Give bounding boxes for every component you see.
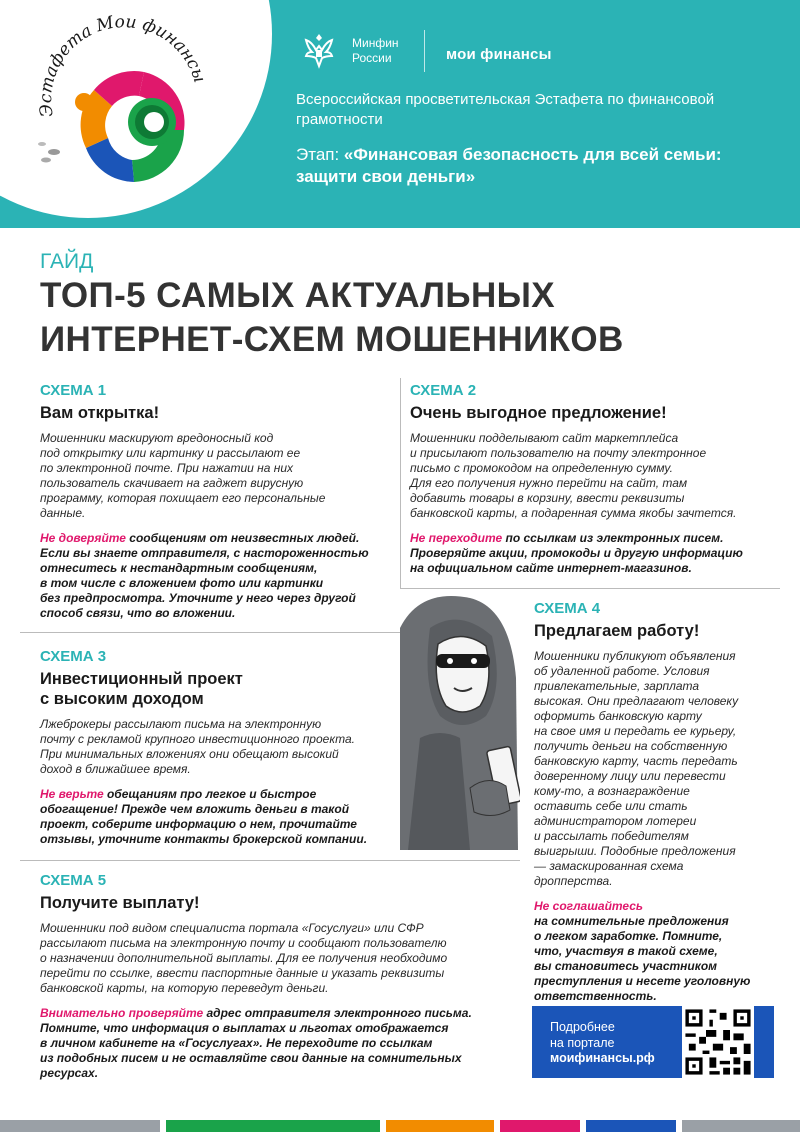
scheme-description: Мошенники маскируют вредоносный код под открытку или картинку и рассылают ее по электронной почте. При нажатии на них пользователь скачивает на гаджет вирусную программу, которая похищает его персональные данные. xyxy=(40,431,326,520)
scheme-warning xyxy=(40,787,392,847)
estafeta-logo xyxy=(14,10,228,210)
stage-title xyxy=(296,144,756,188)
stage-name: «Финансовая безопасность для всей семьи: защити свои деньги» xyxy=(296,145,722,186)
page-title: ТОП-5 САМЫХ АКТУАЛЬНЫХ ИНТЕРНЕТ-СХЕМ МОШЕННИКОВ xyxy=(40,276,624,359)
scheme-4 xyxy=(534,600,784,1004)
column-divider xyxy=(400,378,401,588)
svg-text:Эстафета Мои финансы: Эстафета Мои финансы xyxy=(36,12,210,119)
scheme-label: СХЕМА 1 xyxy=(40,382,107,399)
scheme-heading: Очень выгодное предложение! xyxy=(410,404,667,422)
header-divider xyxy=(424,30,425,72)
warning-text: адрес отправителя электронного письма. Помните, что информация о выплатах и льготах отображается в личном кабинете на «Госуслугах». Не переходите по ссылкам из подобных писем и не оставляйте свои данные на сомнительных ресурсах. xyxy=(40,1006,472,1080)
bottom-stripe-blue xyxy=(586,1120,676,1132)
divider-scheme1 xyxy=(20,632,400,633)
scheme-description: Лжеброкеры рассылают письма на электронную почту с рекламой крупного инвестиционного проекта. При минимальных вложениях они обещают высокий доход в ближайшее время. xyxy=(40,717,355,776)
minfin-logo xyxy=(296,28,412,74)
portal-promo[interactable] xyxy=(532,1006,774,1078)
scheme-1 xyxy=(40,382,392,621)
minfin-line2: России xyxy=(352,51,392,65)
scheme-heading: Предлагаем работу! xyxy=(534,622,700,640)
scheme-3 xyxy=(40,648,392,847)
scheme-label: СХЕМА 4 xyxy=(534,600,601,617)
scheme-2 xyxy=(410,382,780,576)
scheme-description: Мошенники под видом специалиста портала «Госуслуги» или СФР рассылают письма на электронную почту и сообщают пользователю о назначении дополнительной выплаты. Для ее получения необходимо перейти по ссылке, ввести паспортные данные и указать реквизиты банковской карты, на которую переведут деньги. xyxy=(40,921,448,995)
scheme-heading: Вам открытка! xyxy=(40,404,160,422)
bottom-stripe-gray-2 xyxy=(682,1120,800,1132)
scheme-label: СХЕМА 3 xyxy=(40,648,107,665)
warning-text: сообщениям от неизвестных людей. Если вы знаете отправителя, с настороженностью отнеситесь к нестандартным сообщениям, в том числе с вложением фото или картинки без предпросмотра. Уточните у него через другой способ связи, что во вложении. xyxy=(40,531,369,620)
scheme-description: Мошенники публикуют объявления об удаленной работе. Условия привлекательные, зарплата высокая. Они предлагают человеку оформить банковскую карту на свое имя и передать ее курьеру, получить деньги на собственную банковскую карту, часть передать доверенному лицу или перевести кому-то, а вознаграждение оставить себе или стать администратором лотереи и рассылать победителям выигрыши. Подобные предложения — замаскированная схема дропперства. xyxy=(534,649,739,888)
divider-scheme3 xyxy=(20,860,520,861)
promo-line2: на портале xyxy=(550,1035,615,1050)
bottom-stripe-magenta xyxy=(500,1120,580,1132)
bottom-stripe-orange xyxy=(386,1120,494,1132)
promo-line1: Подробнее xyxy=(550,1020,615,1034)
warning-highlight: Не переходите xyxy=(410,531,503,545)
scheme-heading: Получите выплату! xyxy=(40,894,200,912)
warning-highlight: Внимательно проверяйте xyxy=(40,1006,204,1020)
promo-text xyxy=(550,1020,670,1067)
warning-highlight: Не соглашайтесь xyxy=(534,899,644,913)
scheme-description: Мошенники подделывают сайт маркетплейса и присылают пользователю на почту электронное письмо с промокодом на определенную сумму. Для его получения нужно перейти на сайт, там добавить товары в корзину, ввести реквизиты банковской карты, а подаренная сумма якобы зачтется. xyxy=(410,431,737,520)
scheme-heading: Инвестиционный проект с высоким доходом xyxy=(40,670,243,708)
warning-highlight: Не верьте xyxy=(40,787,104,801)
header-subtitle: Всероссийская просветительская Эстафета по финансовой грамотности xyxy=(296,91,715,128)
minfin-line1: Минфин xyxy=(352,36,399,50)
qr-code-icon[interactable] xyxy=(682,1006,754,1078)
scheme-label: СХЕМА 2 xyxy=(410,382,477,399)
warning-highlight: Не доверяйте xyxy=(40,531,126,545)
warning-text: обещаниям про легкое и быстрое обогащение! Прежде чем вложить деньги в такой проект, соберите информацию о нем, прочитайте отзывы, уточните контакты брокерской компании. xyxy=(40,787,368,846)
moi-finansy-logo: мои финансы xyxy=(446,46,552,63)
scheme-warning xyxy=(40,531,392,621)
scheme-label: СХЕМА 5 xyxy=(40,872,107,889)
scheme-warning xyxy=(40,1006,520,1081)
warning-text: на сомнительные предложения о легком заработке. Помните, что, участвуя в такой схеме, вы становитесь участником преступления и несете уголовную ответственность. xyxy=(534,914,751,1003)
bottom-stripe-gray xyxy=(0,1120,160,1132)
hacker-illustration xyxy=(400,588,520,850)
bottom-stripe-green xyxy=(166,1120,380,1132)
warning-text: по ссылкам из электронных писем. Проверяйте акции, промокоды и другую информацию на официальном сайте интернет-магазинов. xyxy=(410,531,743,575)
scheme-warning xyxy=(534,899,784,1004)
double-headed-eagle-icon xyxy=(296,28,342,74)
stage-prefix: Этап: xyxy=(296,145,344,164)
guide-label: ГАЙД xyxy=(40,250,94,273)
promo-site: моифинансы.рф xyxy=(550,1051,655,1065)
scheme-warning xyxy=(410,531,780,576)
scheme-5 xyxy=(40,872,520,1081)
